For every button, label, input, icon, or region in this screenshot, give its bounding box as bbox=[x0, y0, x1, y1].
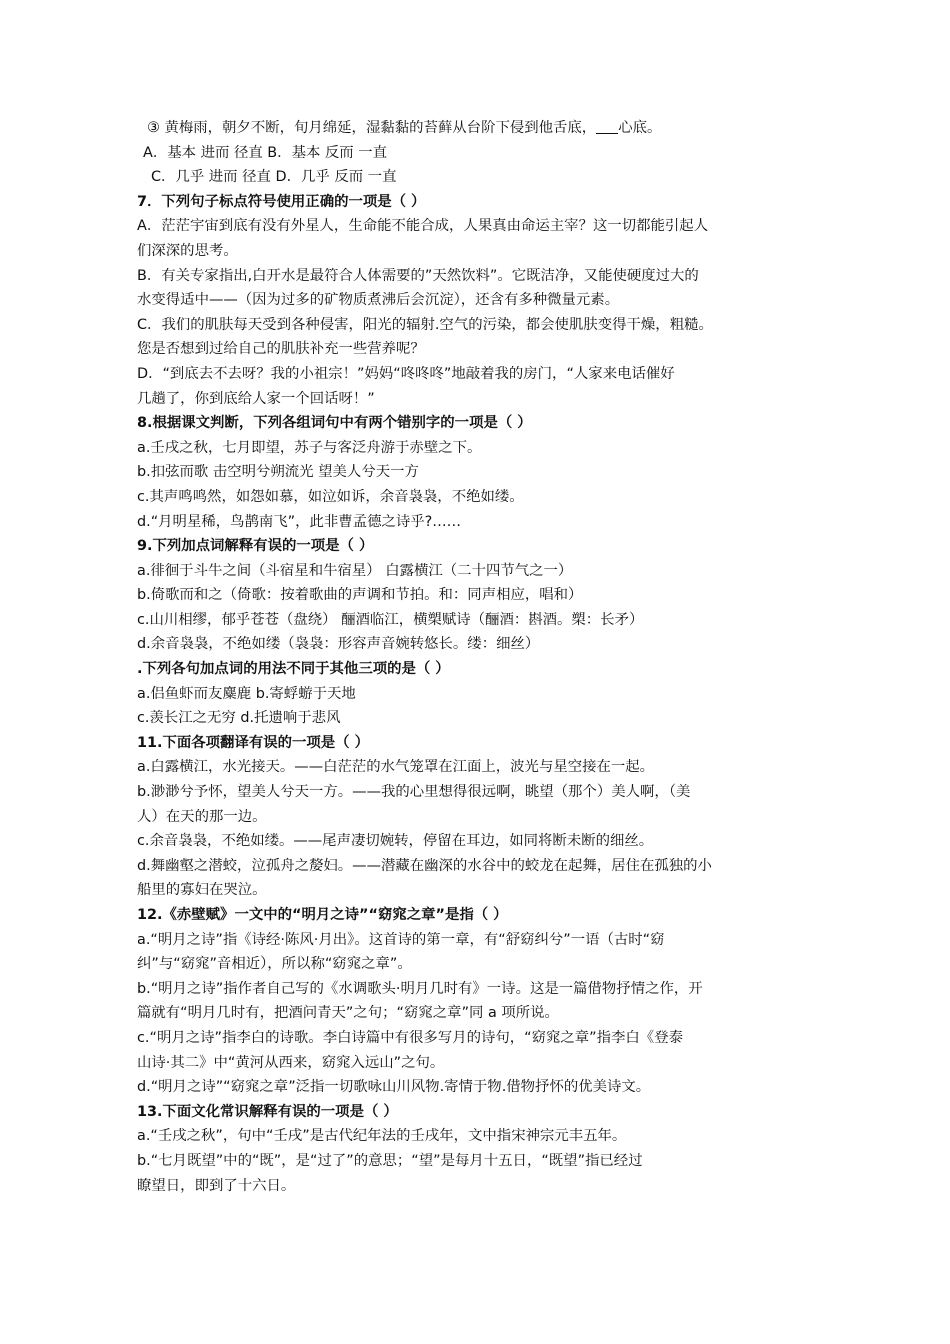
line-text: A．基本 进而 径直 B．基本 反而 一直 bbox=[143, 144, 388, 161]
line-tail: 心底。 bbox=[618, 120, 662, 136]
line-text: 船里的寡妇在哭泣。 bbox=[137, 882, 267, 899]
line-text: 9.下列加点词解释有误的一项是（ ） bbox=[137, 538, 374, 555]
text-line bbox=[137, 706, 813, 731]
text-line bbox=[137, 805, 813, 830]
line-text: a.白露横江，水光接天。——白茫茫的水气笼罩在江面上，波光与星空接在一起。 bbox=[137, 759, 655, 776]
text-line bbox=[137, 1001, 813, 1026]
line-text: 水变得适中——（因为过多的矿物质煮沸后会沉淀），还含有多种微量元素。 bbox=[137, 292, 620, 309]
text-line bbox=[137, 780, 813, 805]
text-line bbox=[137, 1124, 813, 1149]
text-line bbox=[137, 288, 813, 313]
text-line bbox=[137, 165, 813, 190]
text-line bbox=[137, 1149, 813, 1174]
text-line bbox=[137, 460, 813, 485]
line-text: 纠”与“窈窕”音相近），所以称“窈窕之章”。 bbox=[137, 956, 412, 973]
line-text: c.余音袅袅，不绝如缕。——尾声凄切婉转，停留在耳边，如同将断未断的细丝。 bbox=[137, 833, 654, 850]
line-text: 几趟了，你到底给人家一个回话呀！” bbox=[137, 390, 375, 407]
line-text: d.“明月之诗”“窈窕之章”泛指一切歌咏山川风物.寄情于物.借物抒怀的优美诗文。 bbox=[137, 1079, 651, 1096]
text-line bbox=[137, 608, 813, 633]
line-text: a.“壬戌之秋”，句中“壬戌”是古代纪年法的壬戌年，文中指宋神宗元丰五年。 bbox=[137, 1128, 627, 1145]
line-text: d.舞幽壑之潜蛟，泣孤舟之嫠妇。——潜藏在幽深的水谷中的蛟龙在起舞，居住在孤独的小 bbox=[137, 857, 712, 874]
text-line bbox=[137, 510, 813, 535]
line-text: ③ 黄梅雨，朝夕不断，旬月绵延，湿黏黏的苔藓从台阶下侵到他舌底， bbox=[147, 120, 597, 136]
text-line bbox=[137, 559, 813, 584]
text-line bbox=[137, 239, 813, 264]
line-text: D．“到底去不去呀？我的小祖宗！”妈妈“咚咚咚”地敲着我的房门，“人家来电话催好 bbox=[137, 365, 675, 382]
line-text: a.侣鱼虾而友麋鹿 b.寄蜉蝣于天地 bbox=[137, 685, 356, 702]
text-line bbox=[137, 878, 813, 903]
line-text: d.“月明星稀，鸟鹊南飞”，此非曹孟德之诗乎?…… bbox=[137, 513, 462, 530]
text-line bbox=[137, 387, 813, 412]
line-text: 人）在天的那一边。 bbox=[137, 808, 267, 825]
line-text: b.扣弦而歌 击空明兮朔流光 望美人兮天一方 bbox=[137, 464, 419, 481]
text-line bbox=[137, 214, 813, 239]
line-text: c.羡长江之无穷 d.托遗响于悲风 bbox=[137, 710, 341, 727]
question-heading bbox=[137, 411, 813, 436]
text-line bbox=[137, 829, 813, 854]
line-text: d.余音袅袅，不绝如缕（袅袅：形容声音婉转悠长。缕：细丝） bbox=[137, 636, 540, 653]
text-line bbox=[137, 116, 813, 141]
text-line bbox=[137, 854, 813, 879]
line-text: b.渺渺兮予怀，望美人兮天一方。——我的心里想得很远啊，眺望（那个）美人啊，（美 bbox=[137, 784, 691, 801]
line-text: b.“七月既望”中的“既”，是“过了”的意思；“望”是每月十五日，“既望”指已经过 bbox=[137, 1152, 643, 1169]
text-line bbox=[137, 485, 813, 510]
line-text: 瞭望日，即到了十六日。 bbox=[137, 1177, 296, 1194]
fill-blank bbox=[596, 119, 618, 134]
text-line bbox=[137, 682, 813, 707]
line-text: 您是否想到过给自己的肌肤补充一些营养呢？ bbox=[137, 341, 425, 358]
line-text: b.“明月之诗”指作者自己写的《水调歌头·明月几时有》一诗。这是一篇借物抒情之作，开 bbox=[137, 980, 703, 997]
line-text: 13.下面文化常识解释有误的一项是（ ） bbox=[137, 1103, 398, 1120]
line-text: c.山川相缪，郁乎苍苍（盘绕） 酾酒临江，横槊赋诗（酾酒：斟酒。槊：长矛） bbox=[137, 611, 644, 628]
question-heading bbox=[137, 1100, 813, 1125]
line-text: a.壬戌之秋，七月即望，苏子与客泛舟游于赤壁之下。 bbox=[137, 439, 482, 456]
line-text: 们深深的思考。 bbox=[137, 242, 238, 259]
question-heading bbox=[137, 731, 813, 756]
text-line bbox=[137, 1051, 813, 1076]
text-line bbox=[137, 313, 813, 338]
line-text: 山诗·其二》中“黄河从西来，窈窕入远山”之句。 bbox=[137, 1054, 445, 1071]
line-text: c.其声鸣鸣然，如怨如慕，如泣如诉，余音袅袅，不绝如缕。 bbox=[137, 488, 524, 505]
text-line bbox=[137, 928, 813, 953]
question-heading bbox=[137, 534, 813, 559]
text-line bbox=[137, 583, 813, 608]
question-heading bbox=[137, 190, 813, 215]
text-line bbox=[137, 632, 813, 657]
line-text: C．我们的肌肤每天受到各种侵害，阳光的辐射.空气的污染，都会使肌肤变得干燥，粗糙。 bbox=[137, 316, 713, 333]
line-text: a.“明月之诗”指《诗经·陈风·月出》。这首诗的第一章，有“舒窈纠兮”一语（古时“窈 bbox=[137, 931, 665, 948]
line-text: 12.《赤壁赋》一文中的“明月之诗”“窈窕之章”是指（ ） bbox=[137, 907, 508, 923]
text-line bbox=[137, 977, 813, 1002]
text-line bbox=[137, 436, 813, 461]
line-text: a.徘徊于斗牛之间（斗宿星和牛宿星） 白露横江（二十四节气之一） bbox=[137, 562, 573, 579]
line-text: 7．下列句子标点符号使用正确的一项是（ ） bbox=[137, 193, 426, 210]
text-line bbox=[137, 1174, 813, 1199]
line-text: b.倚歌而和之（倚歌：按着歌曲的声调和节拍。和：同声相应，唱和） bbox=[137, 587, 583, 604]
document-page bbox=[137, 116, 813, 1198]
text-line bbox=[137, 1026, 813, 1051]
line-text: B．有关专家指出,白开水是最符合人体需要的”天然饮料”。它既洁净，又能使硬度过大的 bbox=[137, 267, 699, 284]
text-line bbox=[137, 141, 813, 166]
line-text: 篇就有“明月几时有，把酒问青天”之句；“窈窕之章”同 a 项所说。 bbox=[137, 1005, 559, 1022]
question-heading bbox=[137, 903, 813, 928]
question-heading bbox=[137, 657, 813, 682]
text-line bbox=[137, 755, 813, 780]
line-text: 11.下面各项翻译有误的一项是（ ） bbox=[137, 734, 369, 751]
text-line bbox=[137, 362, 813, 387]
text-line bbox=[137, 1075, 813, 1100]
line-text: 8.根据课文判断，下列各组词句中有两个错别字的一项是（ ） bbox=[137, 415, 532, 432]
text-line bbox=[137, 952, 813, 977]
line-text: A．茫茫宇宙到底有没有外星人，生命能不能合成，人果真由命运主宰？这一切都能引起人 bbox=[137, 218, 709, 235]
text-line bbox=[137, 337, 813, 362]
line-text: .下列各句加点词的用法不同于其他三项的是（ ） bbox=[137, 661, 450, 678]
text-line bbox=[137, 264, 813, 289]
line-text: c.“明月之诗”指李白的诗歌。李白诗篇中有很多写月的诗句，“窈窕之章”指李白《登泰 bbox=[137, 1029, 683, 1046]
line-text: C．几乎 进而 径直 D．几乎 反而 一直 bbox=[151, 169, 397, 186]
